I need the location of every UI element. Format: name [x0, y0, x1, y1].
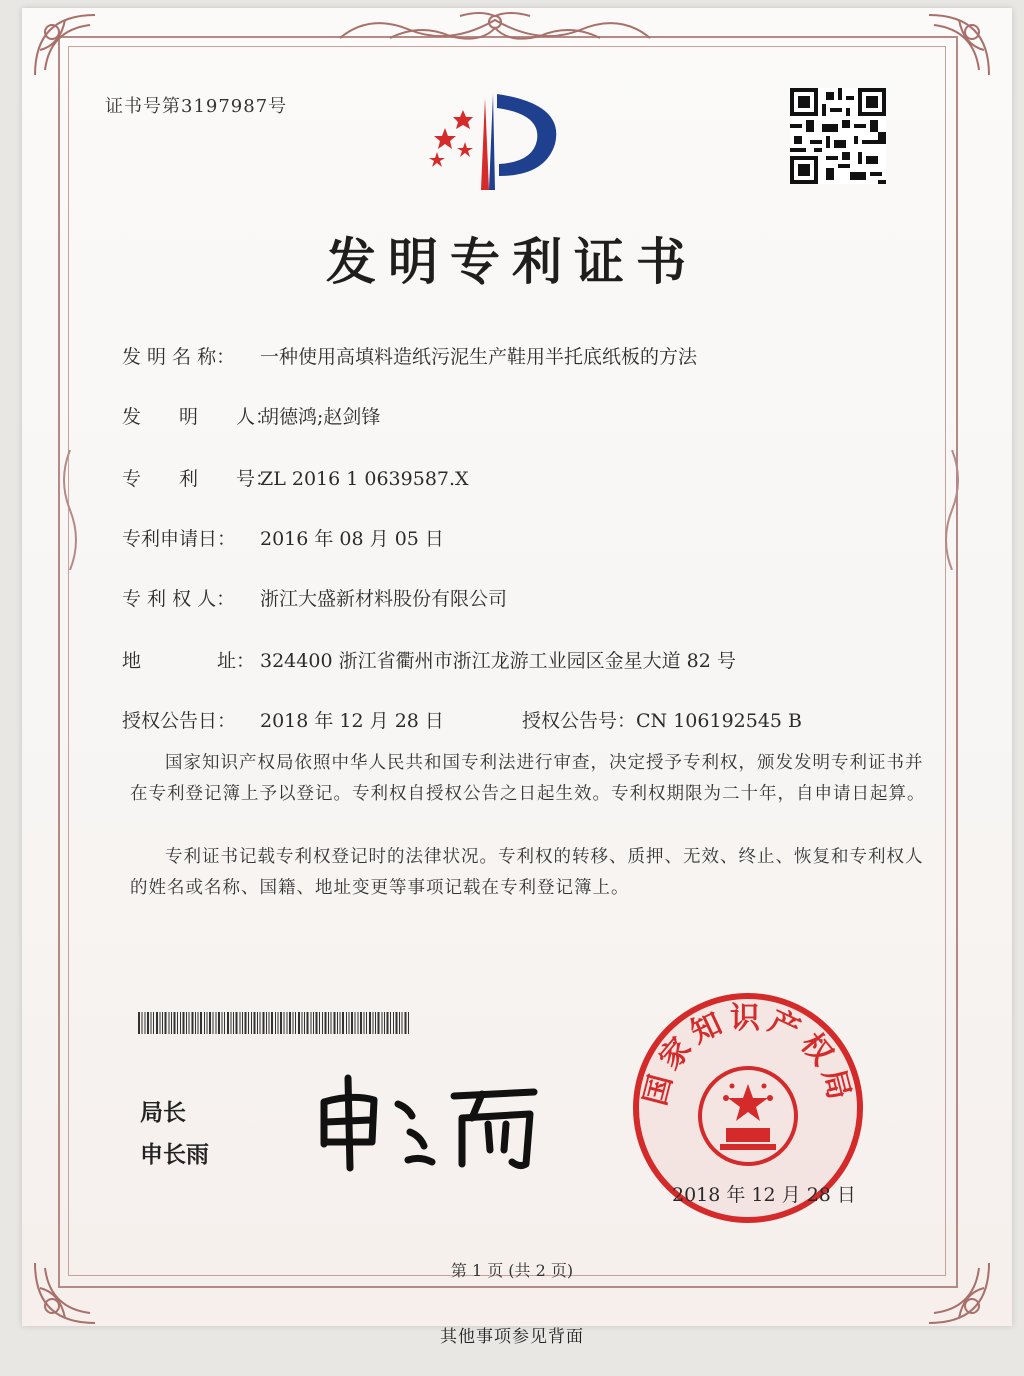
field-address: [122, 646, 736, 673]
inventor-value: 胡德鸿;赵剑锋: [260, 406, 381, 428]
inventor-label: 发 明 人：: [122, 406, 275, 428]
signer-name: 申长雨: [140, 1142, 209, 1168]
field-patent-no: [122, 464, 469, 491]
grant-no-label: 授权公告号：: [522, 710, 637, 732]
filing-date-label: 专利申请日：: [122, 528, 237, 550]
patentee-value: 浙江大盛新材料股份有限公司: [260, 588, 508, 610]
handwritten-signature: [312, 1064, 552, 1174]
field-inventor: [122, 402, 380, 429]
footer-note: 其他事项参见背面: [440, 1327, 584, 1347]
corner-ornament-icon: [924, 10, 994, 80]
top-ornament-icon: [330, 8, 660, 48]
patent-no-label: 专 利 号：: [122, 468, 275, 490]
body-paragraph-2: 专利证书记载专利权登记时的法律状况。专利权的转移、质押、无效、终止、恢复和专利权人的姓名或名称、国籍、地址变更等事项记载在专利登记簿上。: [130, 847, 924, 898]
address-label: 地 址：: [122, 650, 256, 672]
filing-date-value: 2016 年 08 月 05 日: [260, 528, 444, 550]
grant-no-value: CN 106192545 B: [636, 710, 803, 732]
certificate-number: 证书号第3197987号: [105, 96, 288, 117]
svg-text:国家知识产权局: 国家知识产权局: [637, 1000, 859, 1109]
certificate-title: 发明专利证书: [326, 232, 698, 291]
address-value: 324400 浙江省衢州市浙江龙游工业园区金星大道 82 号: [260, 650, 736, 672]
patentee-label: 专 利 权 人：: [122, 588, 236, 610]
barcode-icon: [138, 1012, 412, 1034]
side-ornament-icon: [940, 450, 964, 570]
field-grant-no: [522, 706, 802, 733]
seal-date: 2018 年 12 月 28 日: [672, 1184, 856, 1206]
body-paragraph-1: 国家知识产权局依照中华人民共和国专利法进行审查，决定授予专利权，颁发发明专利证书并在专利登记簿上予以登记。专利权自授权公告之日起生效。专利权期限为二十年，自申请日起算。: [130, 753, 926, 804]
corner-ornament-icon: [30, 10, 100, 80]
cnipa-logo-icon: [415, 80, 575, 200]
field-filing-date: [122, 524, 444, 551]
grant-date-value: 2018 年 12 月 28 日: [260, 710, 444, 732]
page-number: 第 1 页 (共 2 页): [450, 1261, 574, 1280]
signer-title: 局长: [140, 1100, 186, 1126]
field-invention-name: [122, 342, 697, 369]
grant-date-label: 授权公告日：: [122, 710, 237, 732]
side-ornament-icon: [58, 450, 82, 570]
patent-no-value: ZL 2016 1 0639587.X: [260, 468, 469, 490]
invention-name-value: 一种使用高填料造纸污泥生产鞋用半托底纸板的方法: [260, 346, 698, 368]
invention-name-label: 发 明 名 称：: [122, 346, 236, 368]
field-patentee: [122, 584, 507, 611]
field-grant-date: [122, 706, 444, 733]
qr-code-icon: [790, 88, 886, 184]
